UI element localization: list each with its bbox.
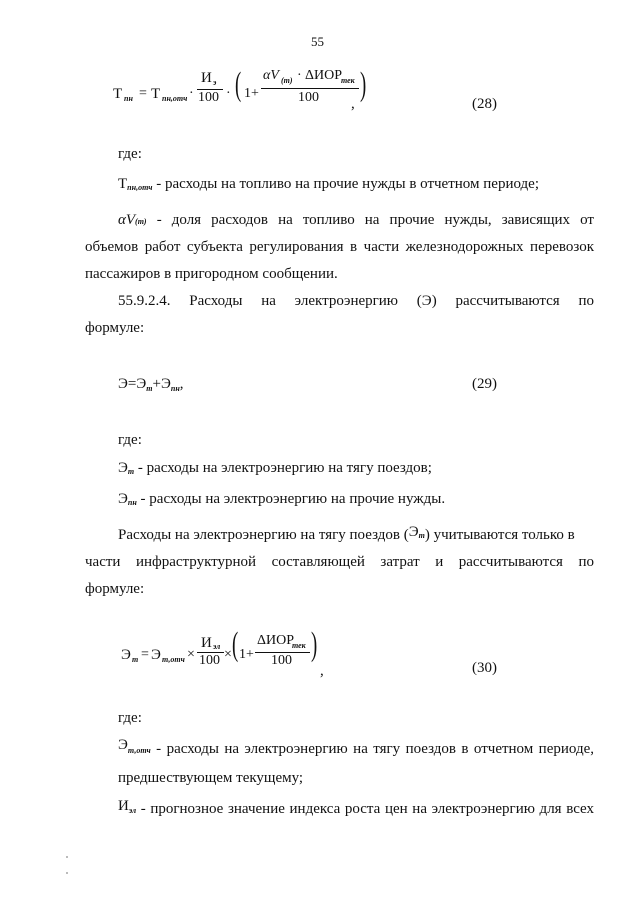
scan-speck <box>66 856 68 858</box>
paragraph-55-9-2-4-line1: 55.9.2.4. Расходы на электроэнергию (Э) рассчитываются по <box>118 293 594 309</box>
definition-t-pn-otch: Тпн,отч - расходы на топливо на прочие нужды в отчетном периоде; <box>118 176 539 192</box>
equation-number-28: (28) <box>472 96 497 112</box>
scan-speck <box>66 872 68 874</box>
formula-30-comma: , <box>320 663 324 679</box>
paragraph-55-9-2-4-line2: формуле: <box>85 320 145 336</box>
where-label: где: <box>118 710 142 726</box>
formula-28: Т пн = Т пн,отч · И э 100 · ( 1+ αV (т) · ΔИОР тек 100 ) <box>113 66 367 105</box>
formula-30: Э т = Э т,отч × И эл 100 × ( 1+ ΔИОР тек 100 ) <box>121 626 318 668</box>
definition-alpha-line1: αV(т) - доля расходов на топливо на прочие нужды, зависящих от <box>118 212 594 228</box>
where-label: где: <box>118 146 142 162</box>
definition-e-t-otch-line2: предшествующем текущему; <box>118 770 304 786</box>
where-label: где: <box>118 432 142 448</box>
definition-i-el: Иэл - прогнозное значение индекса роста цен на электроэнергию для всех <box>118 798 595 817</box>
definition-alpha-line2: объемов работ субъекта регулирования в части железнодорожных перевозок <box>85 239 594 255</box>
definition-e-t-otch-line1: Эт,отч - расходы на электроэнергию на тягу поездов в отчетном периоде, <box>118 737 594 757</box>
definition-e-pn: Эпн - расходы на электроэнергию на прочие нужды. <box>118 491 446 507</box>
definition-alpha-line3: пассажиров в пригородном сообщении. <box>85 266 338 282</box>
formula-28-comma: , <box>351 96 355 112</box>
equation-number-29: (29) <box>472 376 497 392</box>
equation-number-30: (30) <box>472 660 497 676</box>
definition-e-t: Эт - расходы на электроэнергию на тягу поездов; <box>118 460 432 476</box>
paragraph-traction-line3: формуле: <box>85 581 145 597</box>
paragraph-traction-line1: Расходы на электроэнергию на тягу поездов (Эт) учитываются только в <box>118 524 575 543</box>
paragraph-traction-line2: части инфраструктурной составляющей затрат и рассчитываются по <box>85 554 594 570</box>
page-number: 55 <box>311 34 324 49</box>
formula-29: $Э=Э_т+Э_{пн}$, <box>118 376 184 393</box>
